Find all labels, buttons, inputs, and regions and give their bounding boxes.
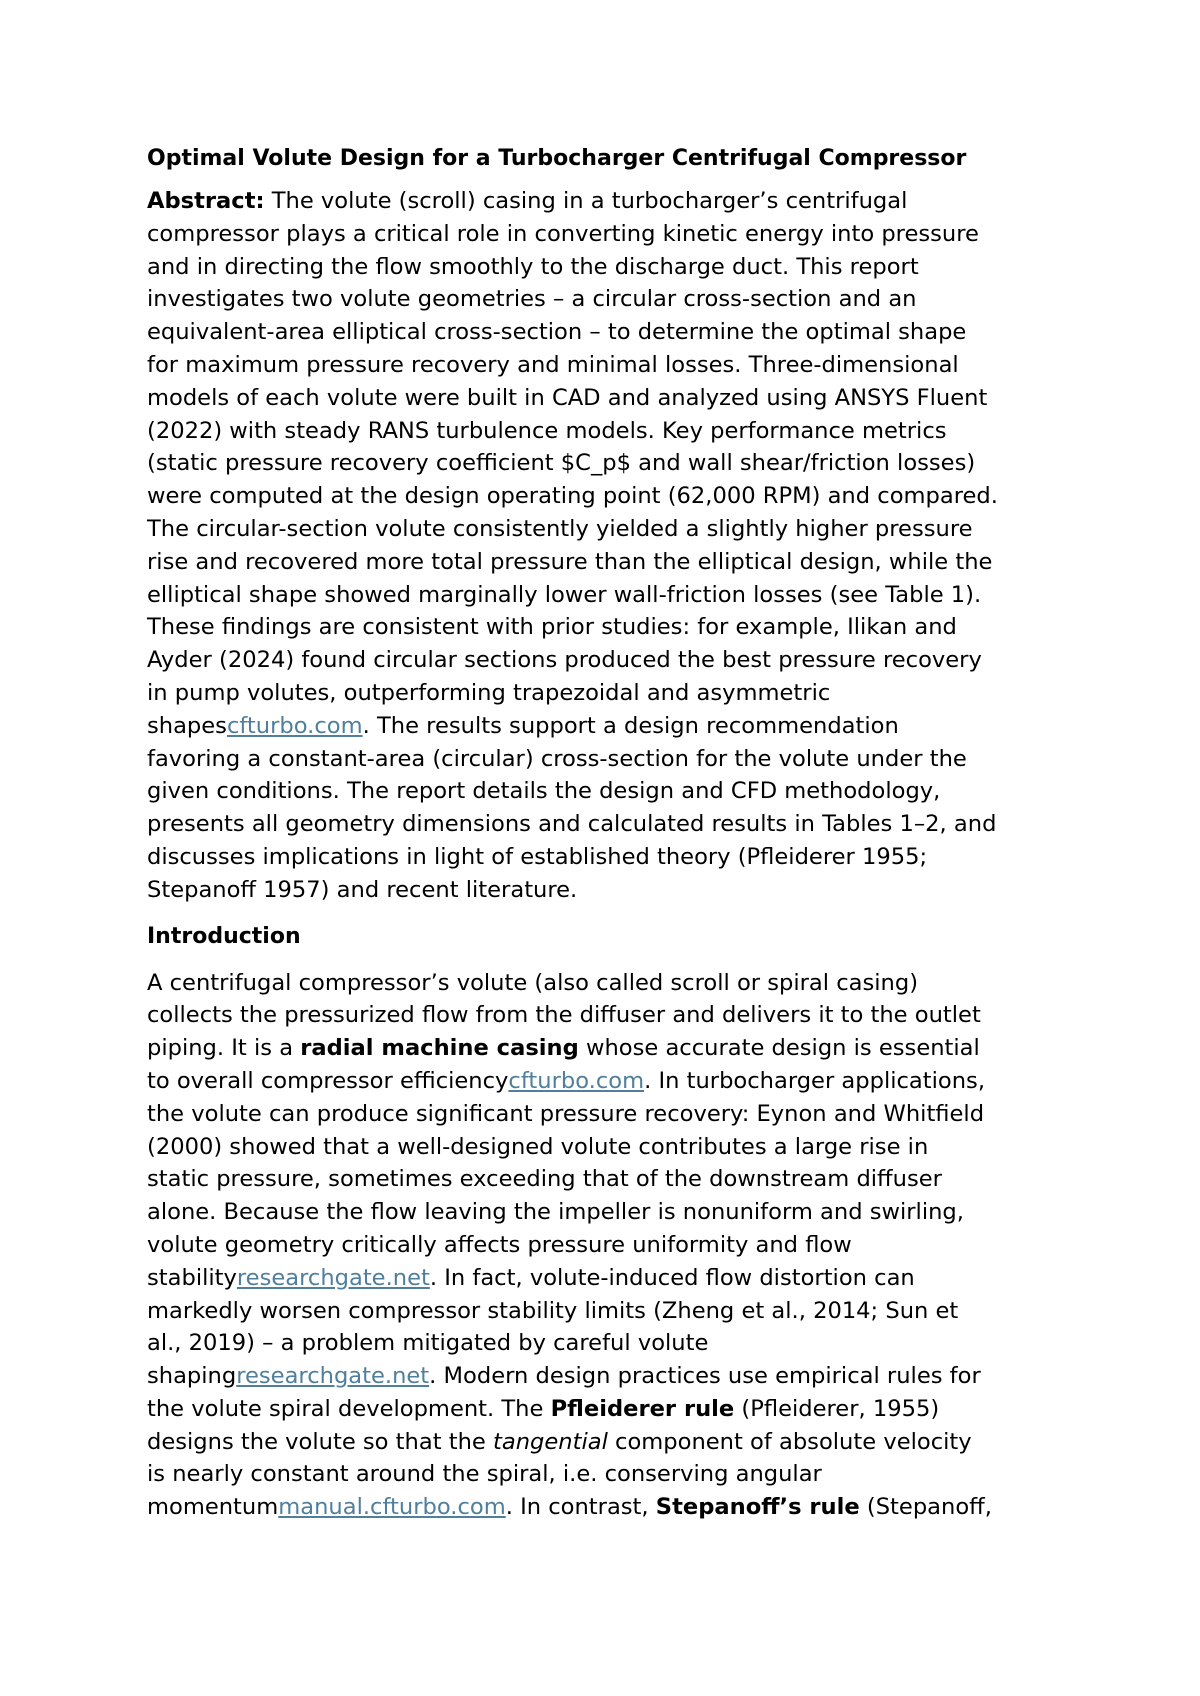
abstract-line: favoring a constant-area (circular) cross-section for the volute under the [147, 745, 967, 772]
abstract-line: and in directing the flow smoothly to the discharge duct. This report [147, 253, 919, 280]
cfturbo-link[interactable]: cfturbo.com [226, 712, 363, 739]
intro-line: the volute spiral development. The Pfleiderer rule (Pfleiderer, 1955) [147, 1395, 940, 1422]
abstract-label: Abstract: [147, 188, 265, 214]
italic-term: tangential [493, 1428, 608, 1455]
intro-line: is nearly constant around the spiral, i.e. conserving angular [147, 1461, 822, 1488]
abstract-line: models of each volute were built in CAD and analyzed using ANSYS Fluent [147, 384, 988, 411]
abstract-line: presents all geometry dimensions and calculated results in Tables 1–2, and [147, 811, 997, 838]
abstract-line: for maximum pressure recovery and minimal losses. Three-dimensional [147, 351, 959, 378]
intro-line: collects the pressurized flow from the diffuser and delivers it to the outlet [147, 1002, 981, 1029]
intro-line: to overall compressor efficiencycfturbo.com. In turbocharger applications, [147, 1067, 986, 1094]
abstract-line: Stepanoff 1957) and recent literature. [147, 876, 578, 903]
intro-line: markedly worsen compressor stability limits (Zheng et al., 2014; Sun et [147, 1297, 959, 1324]
intro-line: al., 2019) – a problem mitigated by careful volute [147, 1330, 709, 1357]
intro-line: volute geometry critically affects pressure uniformity and flow [147, 1231, 852, 1258]
introduction-heading: Introduction [147, 923, 301, 949]
intro-line: alone. Because the flow leaving the impeller is nonuniform and swirling, [147, 1199, 964, 1226]
abstract-line: Ayder (2024) found circular sections produced the best pressure recovery [147, 647, 982, 674]
bold-term: Stepanoff’s rule [655, 1494, 860, 1521]
abstract-line: (2022) with steady RANS turbulence models. Key performance metrics [147, 417, 947, 444]
abstract-line: compressor plays a critical role in converting kinetic energy into pressure [147, 220, 979, 247]
bold-term: Pfleiderer rule [550, 1395, 735, 1422]
intro-line: the volute can produce significant pressure recovery: Eynon and Whitfield [147, 1100, 985, 1127]
abstract-paragraph [147, 185, 1077, 907]
researchgate-link[interactable]: researchgate.net [236, 1264, 430, 1291]
intro-line: (2000) showed that a well-designed volute contributes a large rise in [147, 1133, 929, 1160]
abstract-line: elliptical shape showed marginally lower wall-friction losses (see Table 1). [147, 581, 982, 608]
intro-line: shapingresearchgate.net. Modern design practices use empirical rules for [147, 1363, 981, 1390]
intro-line: A centrifugal compressor’s volute (also called scroll or spiral casing) [147, 969, 919, 996]
document-page [147, 140, 1077, 1536]
abstract-line: shapescfturbo.com. The results support a design recommendation [147, 712, 899, 739]
abstract-line: The circular-section volute consistently yielded a slightly higher pressure [147, 515, 973, 542]
intro-line: piping. It is a radial machine casing whose accurate design is essential [147, 1035, 980, 1062]
abstract-line: equivalent-area elliptical cross-section – to determine the optimal shape [147, 319, 967, 346]
intro-line: stabilityresearchgate.net. In fact, volute-induced flow distortion can [147, 1264, 915, 1291]
abstract-line: discusses implications in light of established theory (Pfleiderer 1955; [147, 843, 928, 870]
bold-term: radial machine casing [300, 1035, 579, 1062]
intro-line: static pressure, sometimes exceeding that of the downstream diffuser [147, 1166, 942, 1193]
intro-line: momentummanual.cfturbo.com. In contrast, Stepanoff’s rule (Stepanoff, [147, 1494, 992, 1521]
abstract-line: rise and recovered more total pressure than the elliptical design, while the [147, 548, 993, 575]
abstract-line: investigates two volute geometries – a circular cross-section and an [147, 286, 917, 313]
intro-line: designs the volute so that the tangential component of absolute velocity [147, 1428, 972, 1455]
document-title: Optimal Volute Design for a Turbocharger Centrifugal Compressor [147, 146, 967, 171]
abstract-line: Abstract: The volute (scroll) casing in a turbocharger’s centrifugal [147, 188, 908, 214]
abstract-line: These findings are consistent with prior studies: for example, Ilikan and [147, 614, 957, 641]
abstract-line: (static pressure recovery coefficient $C_p$ and wall shear/friction losses) [147, 450, 976, 477]
manual-cfturbo-link[interactable]: manual.cfturbo.com [278, 1494, 506, 1521]
introduction-paragraph [147, 967, 1077, 1525]
researchgate-link[interactable]: researchgate.net [236, 1363, 430, 1390]
abstract-line: in pump volutes, outperforming trapezoidal and asymmetric [147, 679, 831, 706]
abstract-line: given conditions. The report details the design and CFD methodology, [147, 778, 941, 805]
cfturbo-link[interactable]: cfturbo.com [508, 1067, 645, 1094]
abstract-line: were computed at the design operating point (62,000 RPM) and compared. [147, 483, 998, 510]
